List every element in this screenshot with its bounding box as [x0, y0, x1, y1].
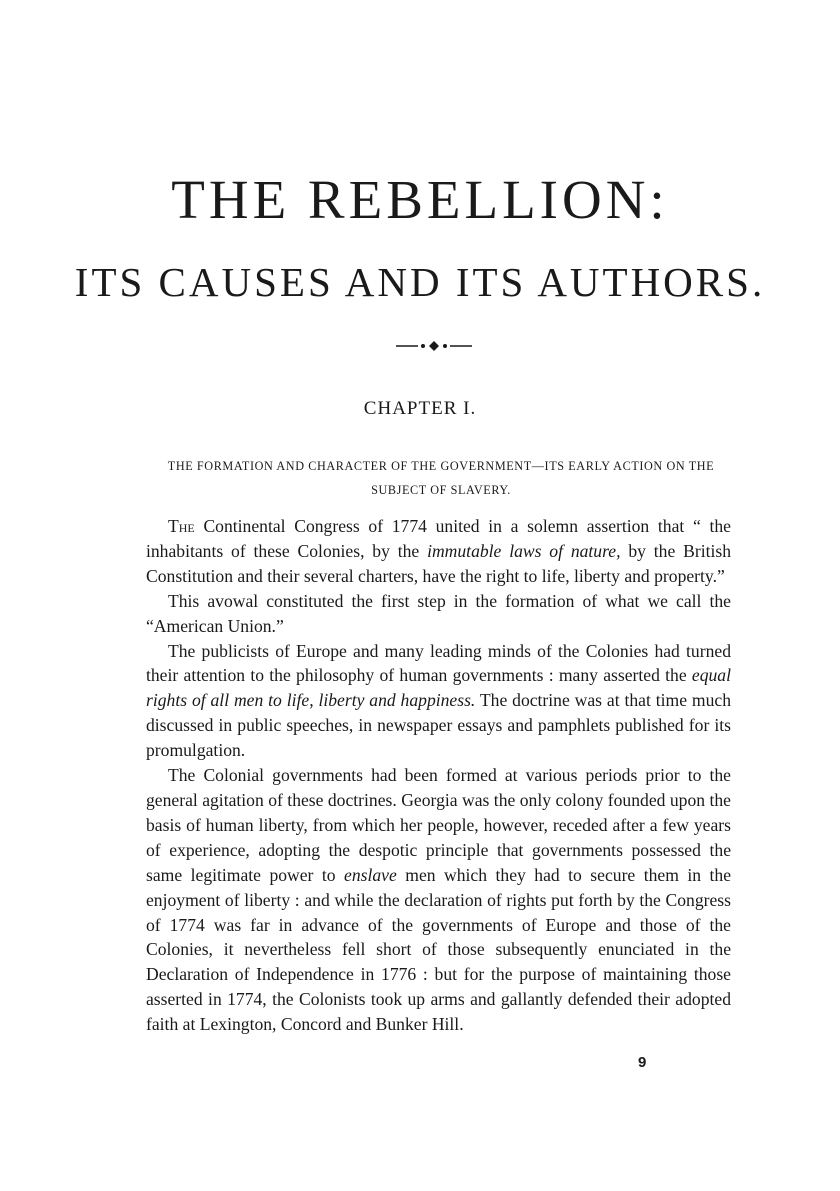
- paragraph-4: [146, 763, 731, 1037]
- paragraph-3-italic: equal rights of all men to life, liberty and happiness.: [146, 665, 731, 711]
- paragraph-1: [146, 514, 731, 589]
- book-subtitle: ITS CAUSES AND ITS AUTHORS.: [74, 259, 766, 305]
- ornament-divider-icon: [396, 340, 472, 352]
- paragraph-1-part-1: Continental Congress of 1774 united in a solemn assertion that “ the inhabitants of these Colonies, by the: [146, 516, 731, 561]
- paragraph-3-part-2: The doctrine was at that time much discussed in public speeches, in newspaper essays and pamphlets published for its promulgation.: [146, 690, 731, 761]
- page-number: 9: [638, 1054, 647, 1071]
- paragraph-4-italic: enslave: [344, 864, 397, 885]
- paragraph-3-part-1: The publicists of Europe and many leading minds of the Colonies had turned their attention to the philosophy of human governments : many asserted the: [146, 640, 731, 686]
- dropcap-word: The: [168, 516, 195, 536]
- paragraph-4-part-2: men which they had to secure them in the enjoyment of liberty : and while the declaration of rights put forth by the Congress of 1774 was far in advance of the governments of Europe and those of the Colonies, it nevertheless fell short of those subsequently enunciated in the Declaration of Independence in 1776 : but for the purpose of maintaining those asserted in 1774, the Colonists took up arms and gallantly defended their adopted faith at Lexington, Concord and Bunker Hill.: [146, 864, 732, 1035]
- chapter-heading: CHAPTER I.: [363, 398, 477, 419]
- paragraph-1-part-2: by the British Constitution and their several charters, have the right to life, liberty and property.”: [146, 540, 731, 586]
- chapter-body: [146, 514, 731, 1037]
- paragraph-3: [146, 639, 731, 764]
- paragraph-1-italic: immutable laws of nature,: [427, 540, 621, 561]
- paragraph-4-part-1: The Colonial governments had been formed at various periods prior to the general agitation of these doctrines. Georgia was the only colony founded upon the basis of human liberty, from which her people, however, receded after a few years of experience, adopting the despotic principle that governments possessed the same legitimate power to: [146, 765, 731, 885]
- paragraph-2: This avowal constituted the first step in the formation of what we call the “American Union.”: [146, 590, 731, 636]
- chapter-summary: THE FORMATION AND CHARACTER OF THE GOVERNMENT—ITS EARLY ACTION ON THE SUBJECT OF SLAVERY.: [167, 459, 715, 497]
- book-title: THE REBELLION:: [171, 169, 669, 230]
